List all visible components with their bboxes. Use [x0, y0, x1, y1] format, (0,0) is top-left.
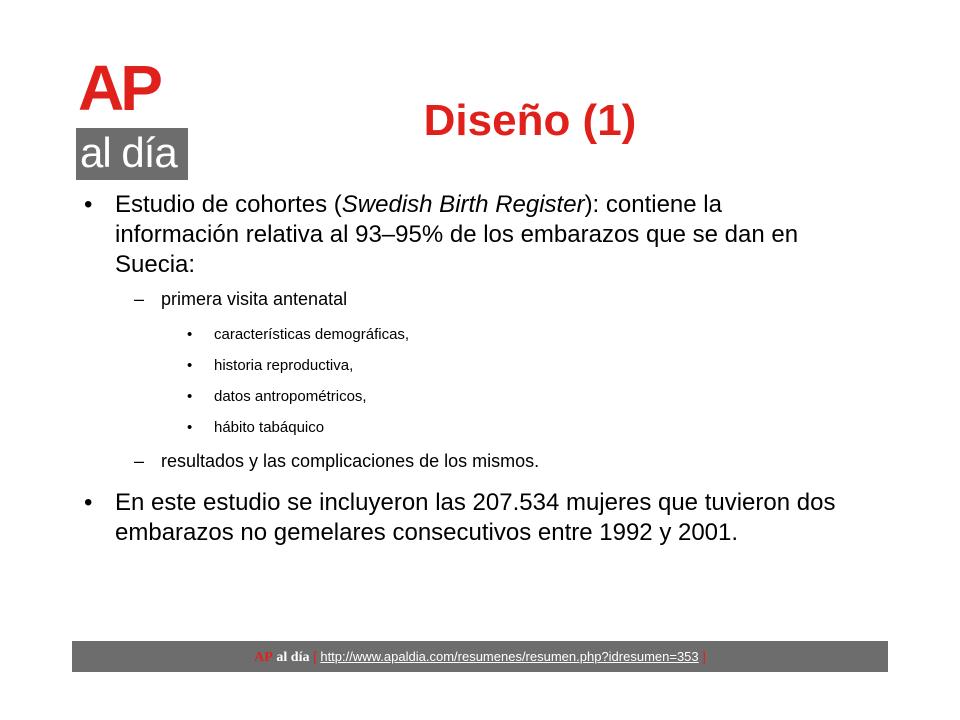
- footer-bar: [72, 641, 888, 672]
- bullet-study-population: [84, 488, 844, 548]
- footer-bracket-close: ]: [702, 649, 706, 664]
- footer-url-link[interactable]: http://www.apaldia.com/resumenes/resumen.php?idresumen=353: [320, 649, 699, 664]
- bullet-marker: •: [187, 388, 193, 405]
- sub-sub-item: [84, 326, 844, 344]
- sub-sub-item: [84, 357, 844, 375]
- sub-sub-item-text: datos antropométricos,: [214, 388, 367, 405]
- bullet-marker: •: [84, 191, 93, 218]
- sub-item-text: primera visita antenatal: [161, 289, 348, 309]
- logo-aldia-text: al día: [80, 129, 177, 176]
- sub-item-antenatal-visit: [84, 288, 844, 310]
- sub-item-text: resultados y las complicaciones de los mismos.: [161, 451, 540, 471]
- footer-bracket-open: [: [313, 649, 317, 664]
- bullet-marker: •: [187, 419, 193, 436]
- footer-ap: AP: [254, 650, 273, 665]
- footer-aldia: al día: [276, 650, 310, 665]
- logo-aldia-box: [76, 128, 188, 180]
- apaldia-logo: [76, 52, 188, 180]
- sub-sub-item-text: historia reproductiva,: [214, 357, 354, 374]
- bullet-marker: •: [187, 326, 193, 343]
- dash-marker: –: [134, 289, 145, 309]
- slide-content: [84, 190, 844, 548]
- logo-ap-text: AP: [78, 52, 159, 124]
- sub-sub-item: [84, 388, 844, 406]
- sub-sub-item-text: hábito tabáquico: [214, 419, 325, 436]
- bullet-cohort-study: [84, 190, 844, 280]
- sub-item-results: [84, 450, 844, 472]
- dash-marker: –: [134, 451, 145, 471]
- sub-sub-item-text: características demográficas,: [214, 326, 410, 343]
- bullet-marker: •: [187, 357, 193, 374]
- bullet-marker: •: [84, 489, 93, 516]
- slide-title: Diseño (1): [423, 96, 637, 145]
- bullet-text: En este estudio se incluyeron las 207.534 mujeres que tuvieron dos embarazos no gemelares consecutivos entre 1992 y 2001.: [115, 489, 836, 546]
- bullet-text-italic: Swedish Birth Register: [341, 191, 585, 218]
- bullet-text-pre: Estudio de cohortes (: [115, 191, 342, 218]
- sub-sub-item: [84, 419, 844, 437]
- bullet-text-post: ): contiene la información relativa al 93–95% de los embarazos que se dan en Suecia:: [115, 191, 799, 278]
